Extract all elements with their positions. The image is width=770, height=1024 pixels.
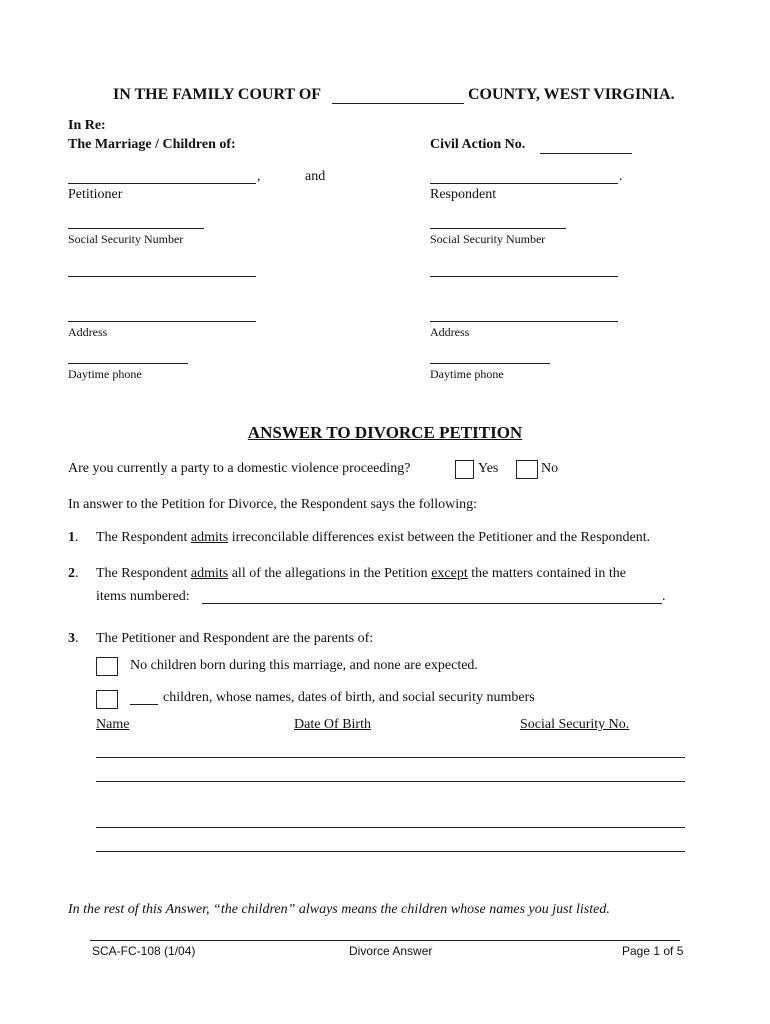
item-2-number bbox=[68, 566, 79, 582]
no-children-label: No children born during this marriage, and none are expected. bbox=[130, 658, 478, 673]
item-1-num: 1 bbox=[68, 530, 75, 545]
footer-rule bbox=[90, 940, 680, 941]
respondent-ssn-field[interactable] bbox=[430, 228, 566, 229]
item-2-admits: admits bbox=[190, 566, 229, 581]
item-3-num: 3 bbox=[68, 631, 75, 646]
in-re-label: In Re: bbox=[68, 118, 106, 133]
dv-no-checkbox[interactable] bbox=[516, 460, 538, 479]
petitioner-ssn-field[interactable] bbox=[68, 228, 204, 229]
items-numbered-field[interactable] bbox=[202, 603, 662, 604]
item-3-number bbox=[68, 631, 79, 647]
petitioner-name-field[interactable] bbox=[68, 183, 256, 184]
dv-yes-checkbox[interactable] bbox=[455, 460, 474, 479]
child-row-1[interactable] bbox=[96, 757, 685, 758]
petitioner-comma: , bbox=[257, 169, 261, 184]
item-1-admits: admits bbox=[190, 530, 229, 545]
respondent-address-label: Address bbox=[430, 325, 470, 339]
civil-action-label: Civil Action No. bbox=[430, 137, 526, 152]
item-2-end: . bbox=[662, 589, 666, 604]
item-3-dot: . bbox=[75, 631, 79, 646]
col-name-header: Name bbox=[96, 717, 130, 732]
court-header-suffix: COUNTY, WEST VIRGINIA. bbox=[468, 86, 675, 103]
child-row-4[interactable] bbox=[96, 851, 685, 852]
marriage-label: The Marriage / Children of: bbox=[68, 137, 236, 152]
col-ssn-header: Social Security No. bbox=[520, 717, 630, 732]
footer-form-id: SCA-FC-108 (1/04) bbox=[92, 944, 196, 958]
item-2-num: 2 bbox=[68, 566, 75, 581]
item-2-pre: The Respondent bbox=[96, 566, 188, 581]
document-title: ANSWER TO DIVORCE PETITION bbox=[247, 423, 523, 442]
no-children-checkbox[interactable] bbox=[96, 657, 118, 676]
col-dob-header: Date Of Birth bbox=[294, 717, 371, 732]
petitioner-ssn-label: Social Security Number bbox=[68, 232, 184, 246]
petitioner-label: Petitioner bbox=[68, 187, 123, 202]
respondent-ssn-label: Social Security Number bbox=[430, 232, 546, 246]
item-3-text: The Petitioner and Respondent are the parents of: bbox=[96, 631, 374, 646]
respondent-address-line-2[interactable] bbox=[430, 321, 618, 322]
respondent-name-field[interactable] bbox=[430, 183, 618, 184]
item-2-dot: . bbox=[75, 566, 79, 581]
item-1-pre: The Respondent bbox=[96, 530, 188, 545]
dv-no-label: No bbox=[541, 461, 559, 476]
county-blank[interactable] bbox=[332, 103, 464, 104]
children-note: In the rest of this Answer, “the children” always means the children whose names you just listed. bbox=[68, 902, 610, 917]
item-1-text bbox=[96, 530, 650, 546]
and-label: and bbox=[305, 169, 326, 184]
court-header bbox=[113, 86, 321, 104]
item-1-post: irreconcilable differences exist between the Petitioner and the Respondent. bbox=[231, 530, 651, 545]
child-row-3[interactable] bbox=[96, 827, 685, 828]
court-header-prefix: IN THE FAMILY COURT OF bbox=[113, 86, 322, 103]
item-2-text bbox=[96, 566, 626, 582]
respondent-address-line-1[interactable] bbox=[430, 276, 618, 277]
intro-text: In answer to the Petition for Divorce, the Respondent says the following: bbox=[68, 497, 478, 512]
dv-yes-label: Yes bbox=[478, 461, 499, 476]
item-1-number bbox=[68, 530, 79, 546]
item-2-mid: all of the allegations in the Petition bbox=[231, 566, 428, 581]
dv-question: Are you currently a party to a domestic violence proceeding? bbox=[68, 461, 411, 476]
footer-page: Page 1 of 5 bbox=[622, 944, 684, 958]
respondent-phone-field[interactable] bbox=[430, 363, 550, 364]
item-2-post: the matters contained in the bbox=[471, 566, 626, 581]
item-2-except: except bbox=[431, 566, 468, 581]
respondent-period: . bbox=[619, 169, 623, 184]
respondent-phone-label: Daytime phone bbox=[430, 367, 504, 381]
petitioner-address-line-1[interactable] bbox=[68, 276, 256, 277]
footer-form-name: Divorce Answer bbox=[349, 944, 433, 958]
petitioner-phone-label: Daytime phone bbox=[68, 367, 142, 381]
item-1-dot: . bbox=[75, 530, 79, 545]
petitioner-address-label: Address bbox=[68, 325, 108, 339]
child-row-2[interactable] bbox=[96, 781, 685, 782]
item-2-line2-label: items numbered: bbox=[96, 589, 190, 604]
children-checkbox[interactable] bbox=[96, 690, 118, 709]
petitioner-address-line-2[interactable] bbox=[68, 321, 256, 322]
civil-action-blank[interactable] bbox=[540, 153, 632, 154]
petitioner-phone-field[interactable] bbox=[68, 363, 188, 364]
children-label: children, whose names, dates of birth, and social security numbers bbox=[163, 690, 535, 705]
children-count-field[interactable] bbox=[130, 704, 158, 705]
respondent-label: Respondent bbox=[430, 187, 497, 202]
